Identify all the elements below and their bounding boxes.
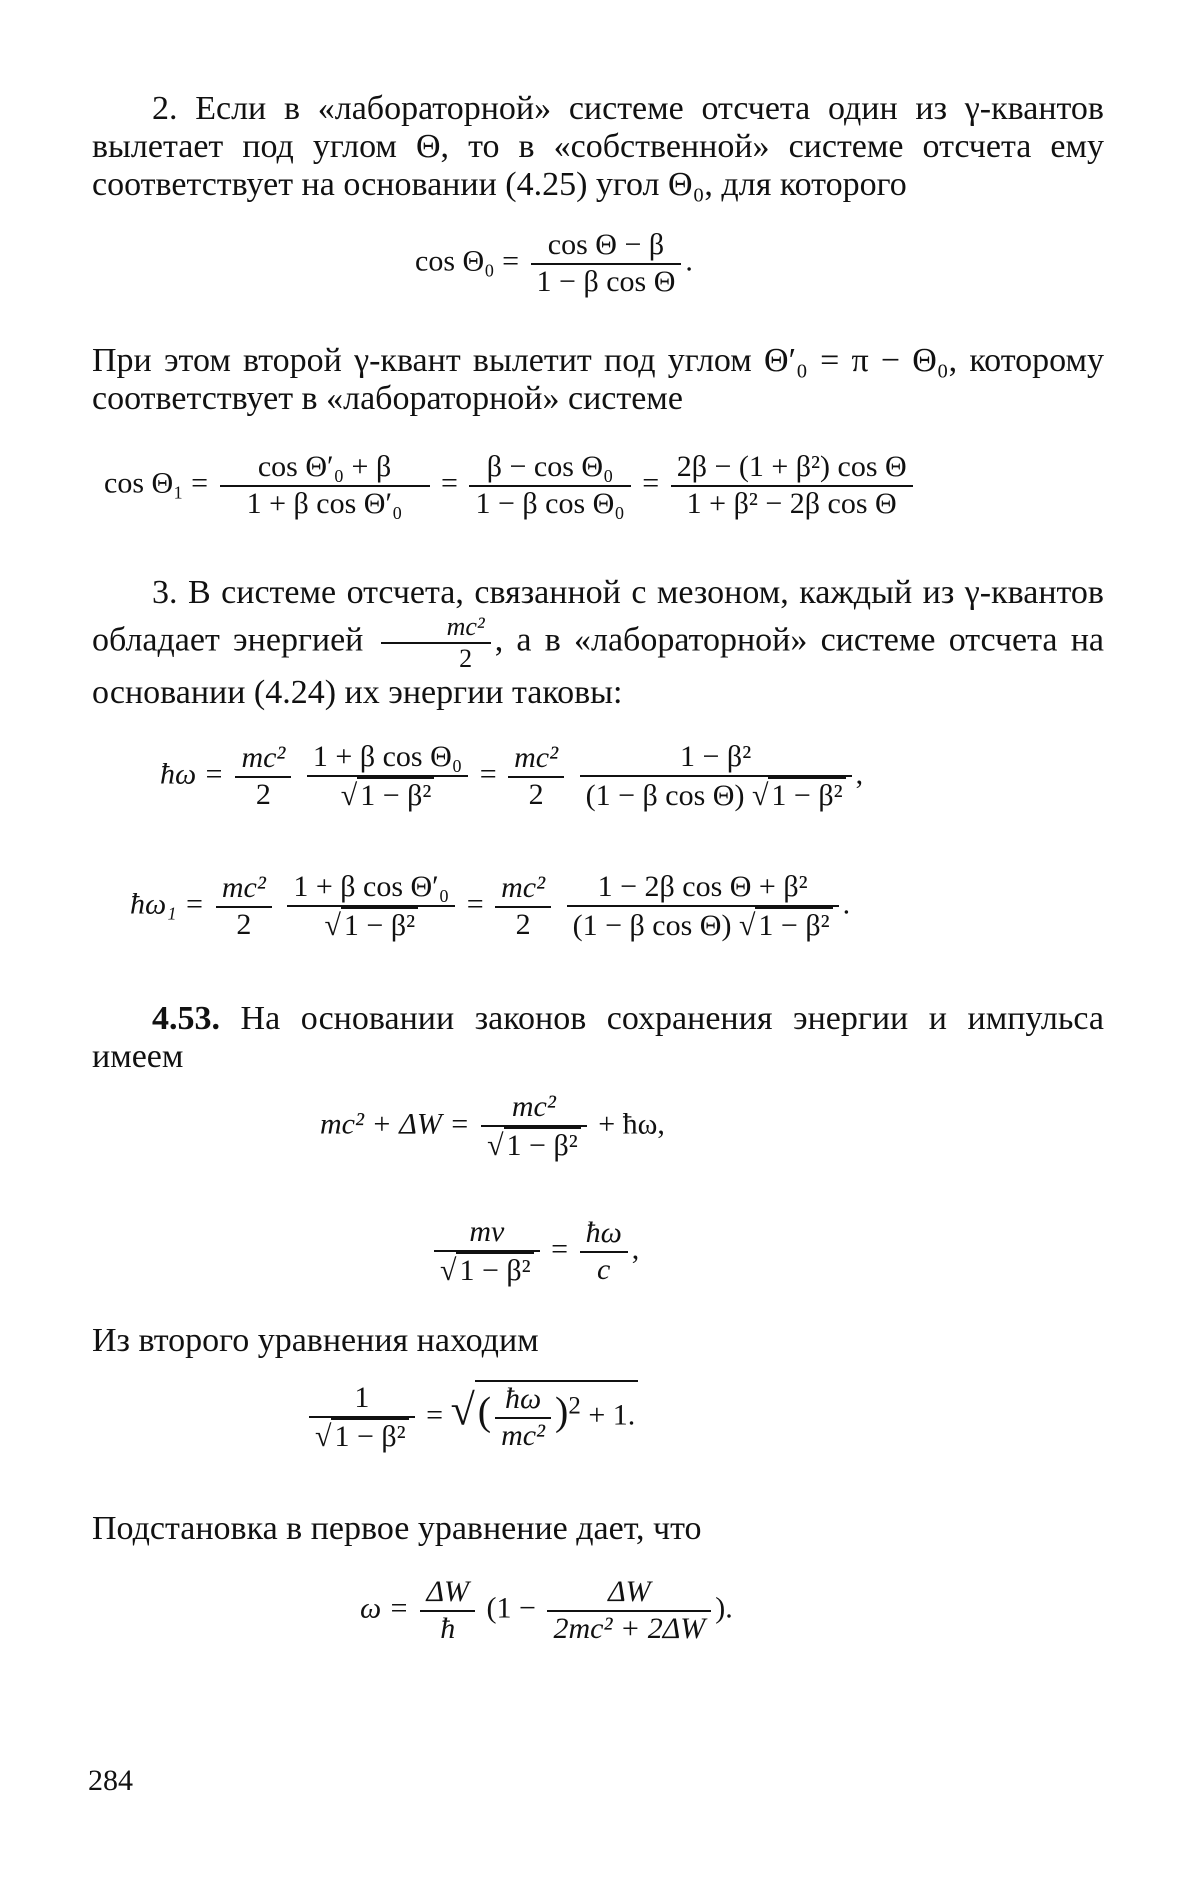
page-number: 284 xyxy=(88,1764,133,1797)
formula-omega-result: ω = $\frac{\Delta W}{ħ}$ (1 − $\frac{\Delta W}{\text{2mc² + 2ΔW}}$ ). xyxy=(360,1575,733,1645)
formula-lorentz-factor: $\frac{1}{\text{√ 1 − β²}}$ = √( $\frac{ħ\omega}{\text{mc²}}$ )$^2$ + 1. xyxy=(305,1380,638,1454)
paragraph-substitution: Подстановка в первое уравнение дает, что xyxy=(92,1510,702,1547)
formula-momentum-conservation: $\frac{mv}{\text{√ 1 − β²}}$ = $\frac{ħ\omega}{c}$ , xyxy=(430,1215,639,1288)
formula-energy-conservation: mc² + ΔW = $\frac{\text{mc²}}{\text{√ 1 − β²}}$ + ħω, xyxy=(320,1090,665,1162)
paragraph-second-quantum: При этом второй γ-квант вылетит под углом Θ′₀ = π − Θ₀, которому соответствует в «лабораторной» системе xyxy=(92,342,1104,417)
formula-hbar-omega1: ħω₁ = $\frac{\text{mc²}}{2}$ $\frac{\text{1 + β cos Θ′₀}}{\text{√ 1 − β²}}$ = $\frac{\text{mc²}}{2}$ $\frac{\text{1 − 2β cos Θ + β²}}{\text{(1 − β cos Θ) √ 1 − β²}}$ . xyxy=(130,870,851,942)
formula-cos-theta0: cos Θ₀ = $\frac{\text{cos Θ − β}}{\text{1 − β cos Θ}}$ . xyxy=(415,228,693,298)
paragraph-problem-4-53: 4.53. На основании законов сохранения энергии и импульса имеем xyxy=(92,1000,1104,1075)
formula-cos-theta1: cos Θ₁ = $\frac{\text{cos Θ′₀ + β}}{\text{1 + β cos Θ′₀}}$ = $\frac{\text{β − cos Θ₀}}{\text{1 − β cos Θ₀}}$ = $\frac{\text{2β − (1 + β²) cos Θ}}{\text{1 + β² − 2β cos Θ}}$ xyxy=(104,450,917,521)
paragraph-second-equation: Из второго уравнения находим xyxy=(92,1322,539,1359)
paragraph-item-3: 3. В системе отсчета, связанной с мезоном, каждый из γ-квантов обладает энергией $\frac{\text{mc²}}{2}$ , а в «лабораторной» системе отсчета на основании (4.24) их энергии таковы: xyxy=(92,574,1105,711)
paragraph-item-2: 2. Если в «лабораторной» системе отсчета один из γ-квантов вылетает под углом Θ, то в «собственной» системе отсчета ему соответствует на основании (4.25) угол Θ₀, для которого xyxy=(92,90,1104,203)
formula-hbar-omega: ħω = $\frac{\text{mc²}}{2}$ $\frac{\text{1 + β cos Θ₀}}{\text{√ 1 − β²}}$ = $\frac{\text{mc²}}{2}$ $\frac{\text{1 − β²}}{\text{(1 − β cos Θ) √ 1 − β²}}$ , xyxy=(160,740,864,812)
